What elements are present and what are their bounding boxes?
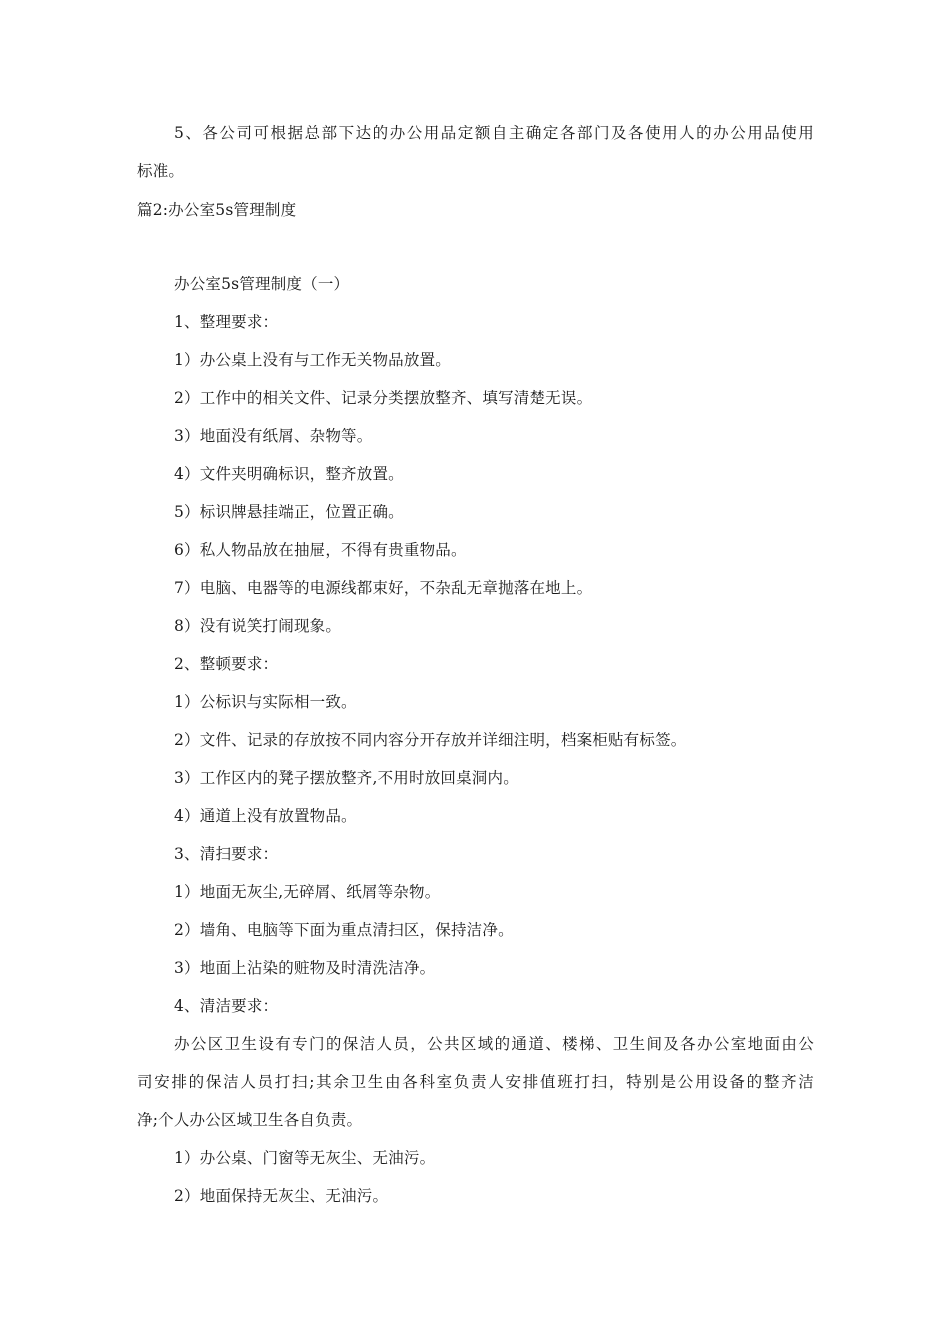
- list-item: 2）文件、记录的存放按不同内容分开存放并详细注明，档案柜贴有标签。: [174, 731, 687, 749]
- list-item: 4）通道上没有放置物品。: [174, 807, 357, 825]
- section-heading: 篇2:办公室5s管理制度: [137, 201, 297, 219]
- list-item: 6）私人物品放在抽屉，不得有贵重物品。: [174, 541, 467, 559]
- list-item: 3）工作区内的凳子摆放整齐,不用时放回桌洞内。: [174, 769, 519, 787]
- list-item: 1）公标识与实际相一致。: [174, 693, 357, 711]
- list-item: 3）地面没有纸屑、杂物等。: [174, 427, 373, 445]
- paragraph-item-5-line-2: 标准。: [137, 162, 185, 180]
- body-paragraph-line-1: 办公区卫生设有专门的保洁人员，公共区域的通道、楼梯、卫生间及各办公室地面由公: [174, 1035, 814, 1053]
- list-item: 7）电脑、电器等的电源线都束好，不杂乱无章抛落在地上。: [174, 579, 593, 597]
- list-heading-shine: 3、清扫要求：: [174, 845, 279, 863]
- list-item: 4）文件夹明确标识，整齐放置。: [174, 465, 404, 483]
- list-item: 2）工作中的相关文件、记录分类摆放整齐、填写清楚无误。: [174, 389, 593, 407]
- subsection-title: 办公室5s管理制度（一）: [174, 275, 350, 293]
- list-heading-standardize: 4、清洁要求：: [174, 997, 279, 1015]
- body-paragraph-line-3: 净;个人办公区域卫生各自负责。: [137, 1111, 363, 1129]
- body-paragraph-line-2: 司安排的保洁人员打扫;其余卫生由各科室负责人安排值班打扫，特别是公用设备的整齐洁: [137, 1073, 814, 1091]
- list-item: 2）地面保持无灰尘、无油污。: [174, 1187, 389, 1205]
- list-item: 1）办公桌上没有与工作无关物品放置。: [174, 351, 451, 369]
- list-item: 2）墙角、电脑等下面为重点清扫区，保持洁净。: [174, 921, 514, 939]
- list-item: 3）地面上沾染的赃物及时清洗洁净。: [174, 959, 436, 977]
- list-item: 5）标识牌悬挂端正，位置正确。: [174, 503, 404, 521]
- list-heading-set-in-order: 2、整顿要求：: [174, 655, 279, 673]
- list-item: 1）地面无灰尘,无碎屑、纸屑等杂物。: [174, 883, 441, 901]
- list-item: 8）没有说笑打闹现象。: [174, 617, 342, 635]
- list-item: 1）办公桌、门窗等无灰尘、无油污。: [174, 1149, 436, 1167]
- paragraph-item-5-line-1: 5、各公司可根据总部下达的办公用品定额自主确定各部门及各使用人的办公用品使用: [174, 124, 814, 142]
- list-heading-sort: 1、整理要求：: [174, 313, 279, 331]
